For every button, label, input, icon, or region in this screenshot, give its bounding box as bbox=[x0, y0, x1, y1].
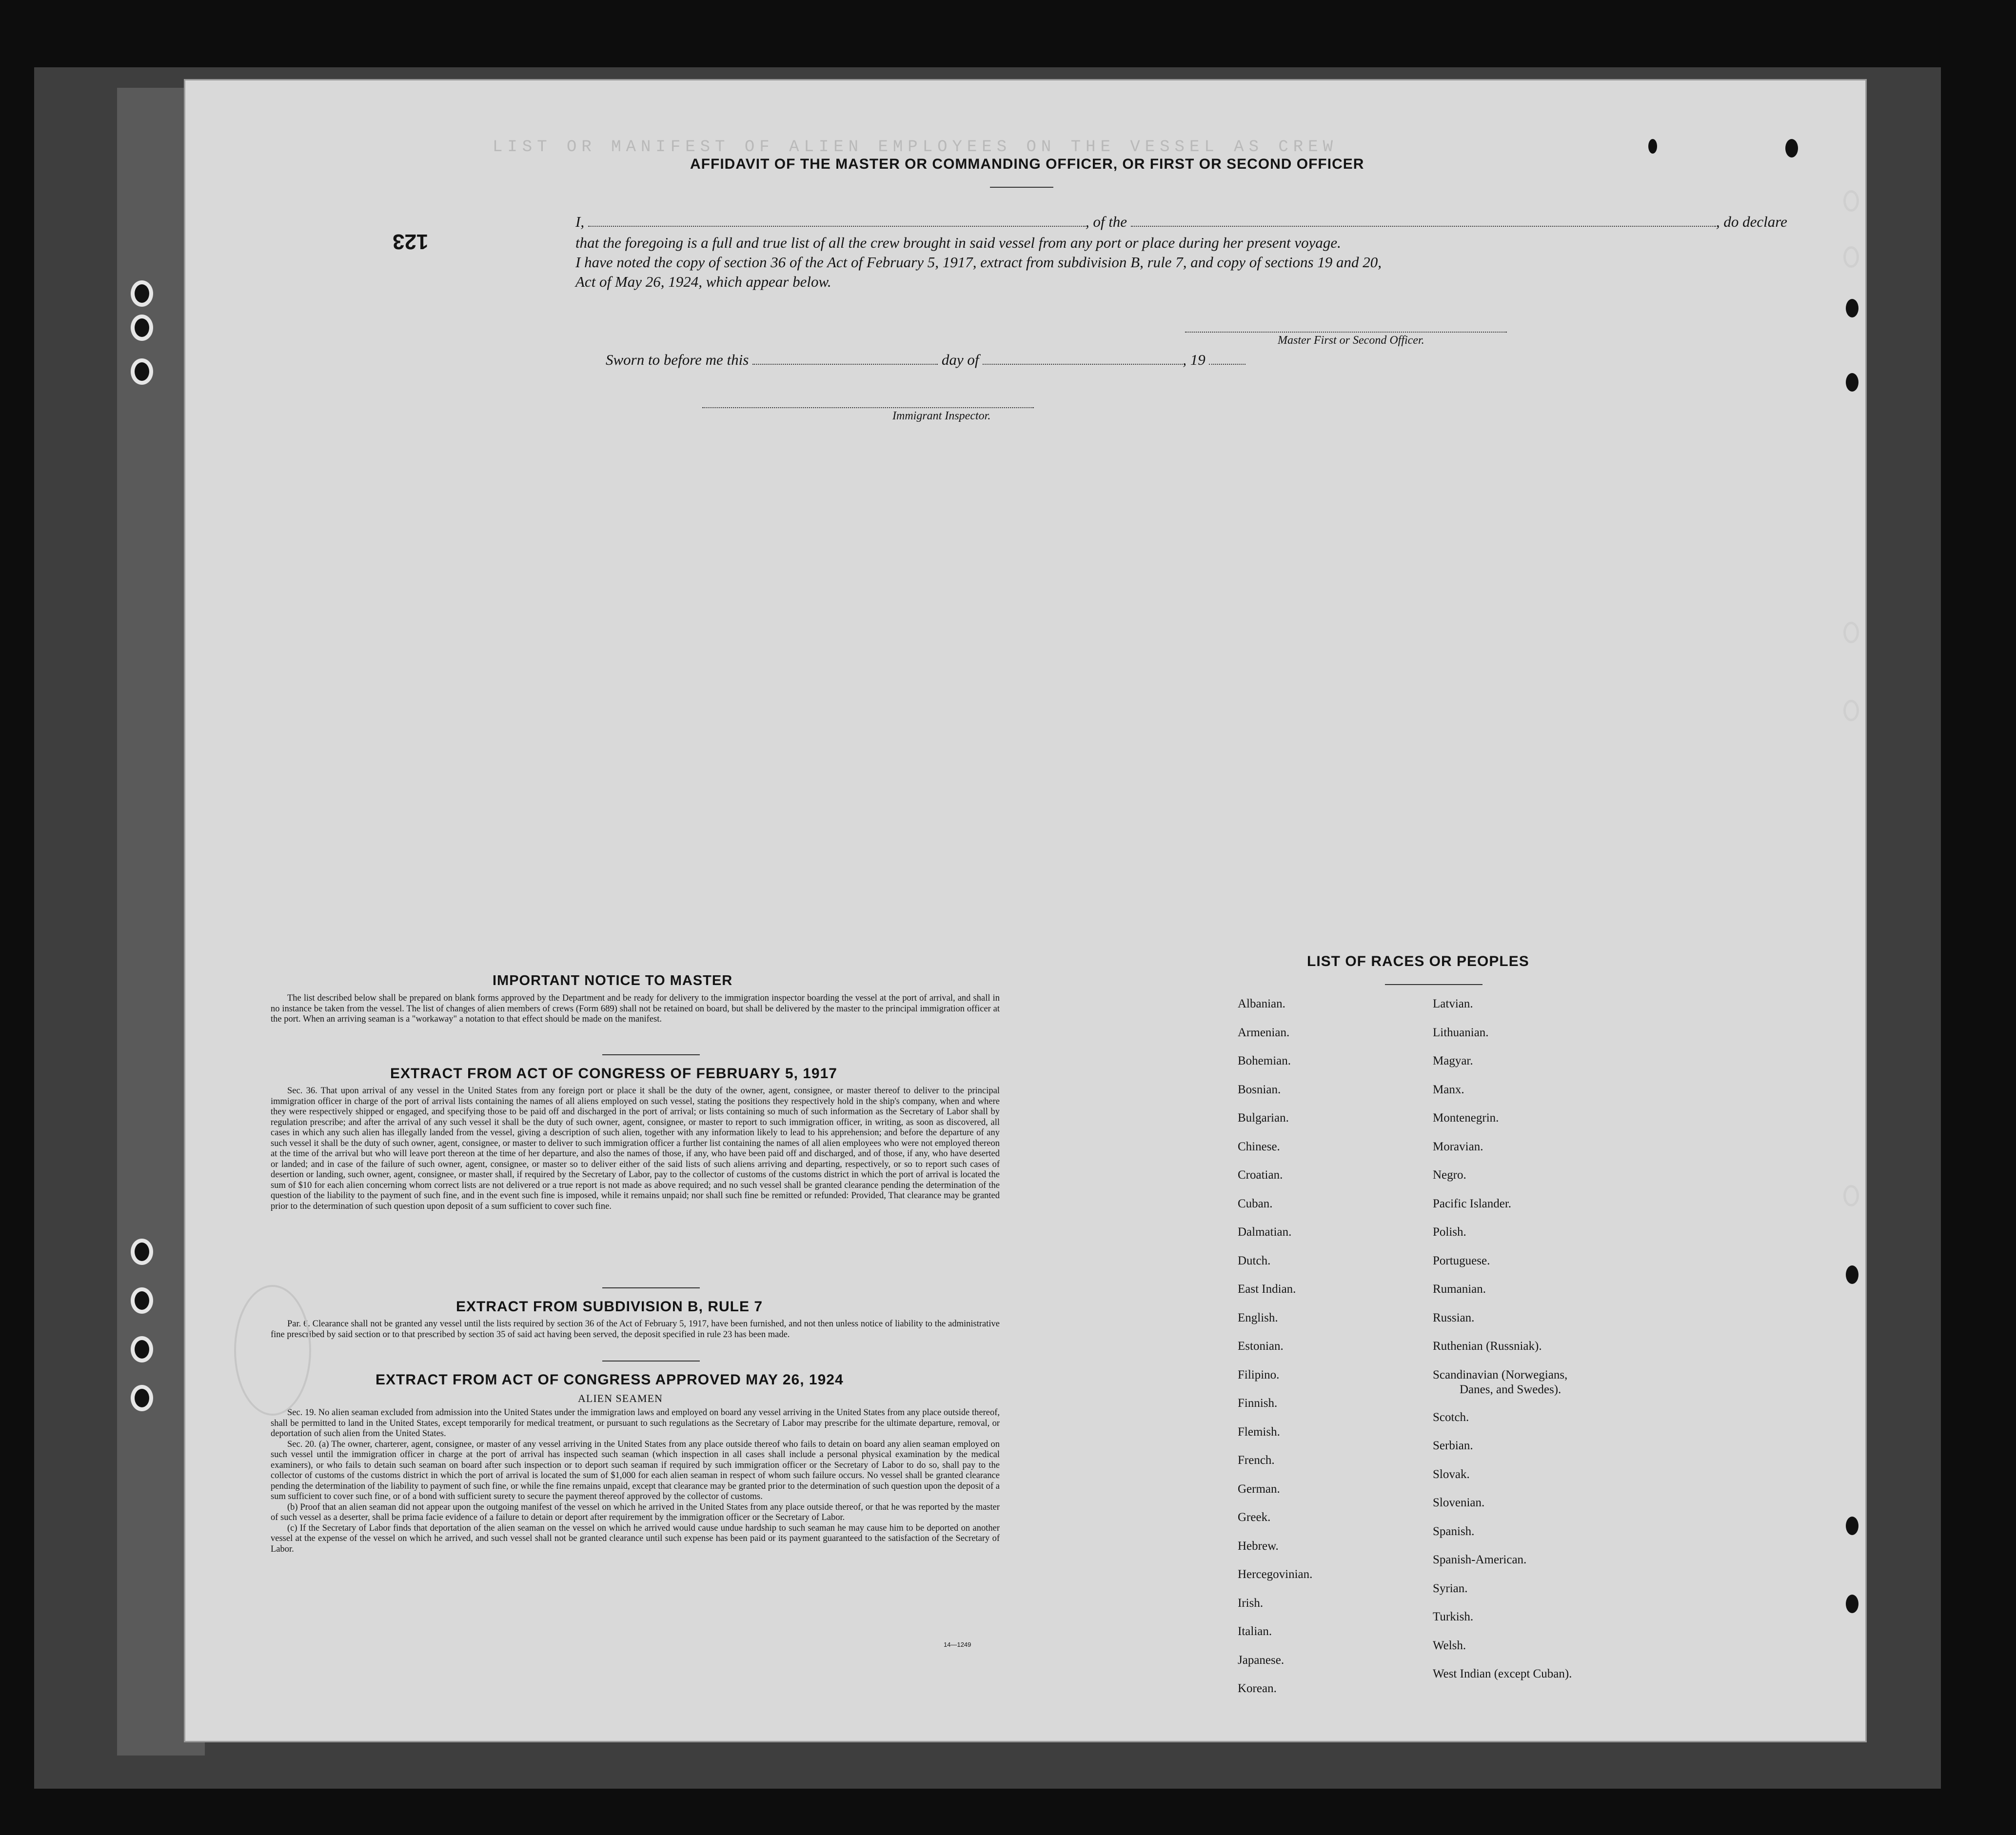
race-item: Russian. bbox=[1433, 1311, 1475, 1324]
race-item: Finnish. bbox=[1238, 1397, 1278, 1410]
race-item: Latvian. bbox=[1433, 997, 1473, 1010]
punch-hole bbox=[1648, 139, 1657, 154]
title-rule bbox=[990, 187, 1053, 188]
race-item: East Indian. bbox=[1238, 1283, 1296, 1296]
binder-hole bbox=[131, 1287, 153, 1314]
race-item: German. bbox=[1238, 1482, 1280, 1496]
race-item: Hebrew. bbox=[1238, 1539, 1279, 1553]
punch-hole bbox=[1843, 700, 1859, 721]
notice-title: IMPORTANT NOTICE TO MASTER bbox=[493, 973, 733, 988]
sworn-prefix: Sworn to before me this bbox=[606, 351, 749, 368]
race-item: Scotch. bbox=[1433, 1410, 1469, 1424]
punch-hole bbox=[1846, 1595, 1858, 1613]
race-item: Spanish. bbox=[1433, 1524, 1475, 1538]
punch-hole bbox=[1843, 246, 1859, 268]
punch-hole bbox=[1846, 1265, 1858, 1284]
sworn-year: , 19 bbox=[1183, 351, 1206, 368]
race-item: Chinese. bbox=[1238, 1140, 1280, 1153]
master-signature-blank bbox=[1185, 327, 1507, 333]
punch-hole bbox=[1785, 139, 1798, 158]
race-item: Korean. bbox=[1238, 1682, 1277, 1695]
race-item: French. bbox=[1238, 1454, 1275, 1467]
binder-hole bbox=[131, 1239, 153, 1265]
race-item: Montenegrin. bbox=[1433, 1111, 1499, 1125]
extract-1924-title: EXTRACT FROM ACT OF CONGRESS APPROVED MAY 26, 1924 bbox=[376, 1372, 844, 1388]
sec20b-paragraph: (b) Proof that an alien seaman did not appear upon the outgoing manifest of the vessel on which he arrived in the United States from any place outside thereof, or that he was reported by the master of such vessel as a deserter, shall be prima facie evidence of a failure to detain or deport after requirement by the immigration officer or the Secretary of Labor. bbox=[271, 1502, 1000, 1522]
race-item: Italian. bbox=[1238, 1625, 1272, 1638]
sec20c-paragraph: (c) If the Secretary of Labor finds that deportation of the alien seaman on the vessel on which he arrived would cause undue hardship to such seaman he may cause him to be deported on another vessel at the expense of the vessel on which he arrived, and such vessel shall not be granted clearance until such expense has been paid or its payment guaranteed to the satisfaction of the Secretary of Labor. bbox=[271, 1523, 1000, 1554]
affidavit-title: AFFIDAVIT OF THE MASTER OR COMMANDING OFFICER, OR FIRST OR SECOND OFFICER bbox=[690, 156, 1364, 172]
punch-hole bbox=[1846, 299, 1858, 317]
notice-text bbox=[271, 993, 1000, 1025]
race-item: Rumanian. bbox=[1433, 1283, 1486, 1296]
race-item: Bohemian. bbox=[1238, 1054, 1291, 1067]
form-number: 14—1249 bbox=[944, 1641, 971, 1648]
inspector-label: Immigrant Inspector. bbox=[892, 410, 991, 422]
extract-1917-text bbox=[271, 1086, 1000, 1212]
punch-hole bbox=[1843, 1185, 1859, 1206]
binder-hole bbox=[131, 315, 153, 341]
race-item: Danes, and Swedes). bbox=[1460, 1382, 1561, 1396]
punch-hole bbox=[1846, 373, 1858, 392]
binder-hole bbox=[131, 1385, 153, 1411]
race-item: Negro. bbox=[1433, 1168, 1466, 1182]
name-blank bbox=[588, 221, 1086, 227]
extract-1924-text bbox=[271, 1408, 1000, 1555]
race-item: Greek. bbox=[1238, 1511, 1271, 1524]
race-item: Irish. bbox=[1238, 1596, 1264, 1610]
race-item: Slovak. bbox=[1433, 1467, 1470, 1481]
stamp-number: 123 bbox=[393, 230, 429, 254]
affidavit-line-4: Act of May 26, 1924, which appear below. bbox=[575, 273, 831, 290]
master-label: Master First or Second Officer. bbox=[1278, 334, 1424, 347]
races-title: LIST OF RACES OR PEOPLES bbox=[1307, 953, 1529, 969]
sec19-paragraph: Sec. 19. No alien seaman excluded from admission into the United States under the immigration laws and employed on board any vessel arriving in the United States from any place outside thereof, shall be permitted to land in the United States, except temporarily for medical treatment, or pursuant to such regulations as the Secretary of Labor may prescribe for the ultimate departure, removal, or deportation of such alien from the United States. bbox=[271, 1408, 1000, 1439]
race-item: Dutch. bbox=[1238, 1254, 1271, 1267]
alien-seamen-subtitle: ALIEN SEAMEN bbox=[578, 1392, 663, 1404]
bleed-through-title: LIST OR MANIFEST OF ALIEN EMPLOYEES ON THE VESSEL AS CREW bbox=[493, 138, 1338, 157]
extract-1917-title: EXTRACT FROM ACT OF CONGRESS OF FEBRUARY 5, 1917 bbox=[390, 1065, 837, 1082]
line1-i: I, bbox=[575, 213, 585, 230]
binder-hole bbox=[131, 280, 153, 307]
rule7-text bbox=[271, 1319, 1000, 1340]
line1-declare: , do declare bbox=[1716, 213, 1787, 230]
races-rule bbox=[1385, 984, 1482, 985]
par6-paragraph: Par. 6. Clearance shall not be granted any vessel until the lists required by section 36 of the Act of February 5, 1917, have been furnished, and not then unless notice of liability to the administrative fine prescribed by said section or to that prescribed by section 35 of said act having been served, the deposit specified in rule 23 has been made. bbox=[271, 1319, 1000, 1340]
race-item: Estonian. bbox=[1238, 1340, 1284, 1353]
race-item: Scandinavian (Norwegians, bbox=[1433, 1368, 1568, 1381]
manifest-page bbox=[185, 80, 1865, 1741]
race-item: Syrian. bbox=[1433, 1581, 1468, 1595]
race-item: Filipino. bbox=[1238, 1368, 1280, 1381]
race-item: Dalmatian. bbox=[1238, 1225, 1292, 1239]
race-item: Cuban. bbox=[1238, 1197, 1273, 1210]
inspector-signature-blank bbox=[702, 402, 1034, 408]
race-item: Moravian. bbox=[1433, 1140, 1483, 1153]
race-item: Magyar. bbox=[1433, 1054, 1473, 1067]
race-item: Polish. bbox=[1433, 1225, 1466, 1239]
punch-hole bbox=[1843, 190, 1859, 212]
sec36-paragraph: Sec. 36. That upon arrival of any vessel in the United States from any foreign port or place it shall be the duty of the owner, agent, consignee, or master thereof to deliver to the principal immigration officer in charge of the port of arrival lists containing the names of all aliens employed on such vessel, stating the positions they respectively hold in the ship's company, when and where they were respectively shipped or engaged, and specifying those to be paid off and discharged in the port of arrival; or lists containing so much of such information as the Secretary of Labor shall by regulation prescribe; and after the arrival of any such vessel it shall be the duty of such owner, agent, consignee, or master to report to such immigration officer, in writing, as soon as discovered, all cases in which any such alien has illegally landed from the vessel, giving a description of such alien, together with any information likely to lead to his apprehension; and before the departure of any such vessel it shall be the duty of such owner, agent, consignee, or master to deliver to such immigration officer a further list containing the names of all alien employees who were not employed thereon at the time of the arrival but who will leave port thereon at the time of her departure, and also the names of those, if any, who have been paid off and discharged, and of those, if any, who have deserted or landed; and in case of the failure of such owner, agent, consignee, or master so to deliver either of the said lists of such aliens arriving and departing, respectively, or so to report such cases of desertion or landing, such owner, agent, consignee, or master shall, if required by the Secretary of Labor, pay to the collector of customs of the customs district in which the port of arrival is located the sum of $10 for each alien concerning whom correct lists are not delivered or a true report is not made as above required; and no such vessel shall be granted clearance pending the determination of the question of the liability to the payment of such fine, and in the event such fine is imposed, while it remains unpaid; nor shall such fine be remitted or refunded: Provided, That clearance may be granted prior to the determination of such question upon deposit of a sum sufficient to cover such fine. bbox=[271, 1086, 1000, 1211]
section-rule bbox=[602, 1054, 700, 1055]
notice-paragraph: The list described below shall be prepared on blank forms approved by the Department and be ready for delivery to the immigration inspector boarding the vessel at the port of arrival, and shall in no instance be taken from the vessel. The list of changes of alien members of crews (Form 689) shall not be retained on board, but shall be delivered by the master to the principal immigration officer at the port. When an arriving seaman is a "workaway" a notation to that effect should be made on the manifest. bbox=[271, 993, 1000, 1024]
race-item: Bosnian. bbox=[1238, 1083, 1281, 1096]
line1-of-the: , of the bbox=[1085, 213, 1127, 230]
affidavit-line-3: I have noted the copy of section 36 of the Act of February 5, 1917, extract from subdivision B, rule 7, and copy of sections 19 and 20, bbox=[575, 254, 1382, 271]
race-item: Albanian. bbox=[1238, 997, 1285, 1010]
affidavit-line-1 bbox=[575, 213, 1787, 231]
race-item: Bulgarian. bbox=[1238, 1111, 1289, 1125]
race-item: Welsh. bbox=[1433, 1638, 1466, 1652]
binder-hole bbox=[131, 1336, 153, 1362]
sworn-line bbox=[606, 351, 1245, 369]
sec20a-paragraph: Sec. 20. (a) The owner, charterer, agent, consignee, or master of any vessel arriving in the United States from any place outside thereof who fails to detain on board any alien seaman employed on such vessel until the immigration officer in charge at the port of arrival has inspected such seaman (which inspection in all cases shall include a personal physical examination by the medical examiners), or who fails to detain such seaman on board after such inspection or to deport such seaman if required by such immigration officer or the Secretary of Labor to do so, shall pay to the collector of customs of the customs district in which the port of arrival is located the sum of $1,000 for each alien seaman in respect of whom such failure occurs. No vessel shall be granted clearance pending the determination of the liability to payment of such fine, or while the fine remains unpaid, except that clearance may be granted prior to the determination of such question upon the deposit of a sum sufficient to cover such fine, or of a bond with sufficient surety to secure the payment thereof approved by the collector of customs. bbox=[271, 1439, 1000, 1501]
race-item: Flemish. bbox=[1238, 1425, 1280, 1439]
race-item: Japanese. bbox=[1238, 1653, 1285, 1667]
rule7-title: EXTRACT FROM SUBDIVISION B, RULE 7 bbox=[456, 1299, 763, 1315]
punch-hole bbox=[1843, 622, 1859, 643]
affidavit-line-2: that the foregoing is a full and true list of all the crew brought in said vessel from any port or place during her present voyage. bbox=[575, 234, 1341, 251]
race-item: Croatian. bbox=[1238, 1168, 1283, 1182]
sworn-month-blank bbox=[983, 359, 1183, 365]
race-item: Turkish. bbox=[1433, 1610, 1474, 1623]
sworn-date-blank bbox=[752, 359, 938, 365]
race-item: West Indian (except Cuban). bbox=[1433, 1667, 1572, 1680]
punch-hole bbox=[1846, 1517, 1858, 1535]
race-item: Pacific Islander. bbox=[1433, 1197, 1512, 1210]
race-item: Spanish-American. bbox=[1433, 1553, 1527, 1566]
sworn-year-blank bbox=[1209, 359, 1245, 365]
race-item: Serbian. bbox=[1433, 1439, 1473, 1452]
race-item: Slovenian. bbox=[1433, 1496, 1485, 1509]
race-item: Armenian. bbox=[1238, 1026, 1290, 1039]
vessel-blank bbox=[1131, 221, 1716, 227]
section-rule bbox=[602, 1287, 700, 1288]
sworn-day-of: day of bbox=[941, 351, 979, 368]
race-item: Portuguese. bbox=[1433, 1254, 1490, 1267]
race-item: Hercegovinian. bbox=[1238, 1568, 1313, 1581]
races-left-column bbox=[1238, 997, 1312, 1711]
race-item: English. bbox=[1238, 1311, 1278, 1324]
binder-hole bbox=[131, 358, 153, 385]
faded-seal bbox=[234, 1285, 311, 1416]
races-right-column bbox=[1433, 997, 1572, 1696]
race-item: Ruthenian (Russniak). bbox=[1433, 1340, 1542, 1353]
race-item: Manx. bbox=[1433, 1083, 1464, 1096]
race-item: Lithuanian. bbox=[1433, 1026, 1489, 1039]
